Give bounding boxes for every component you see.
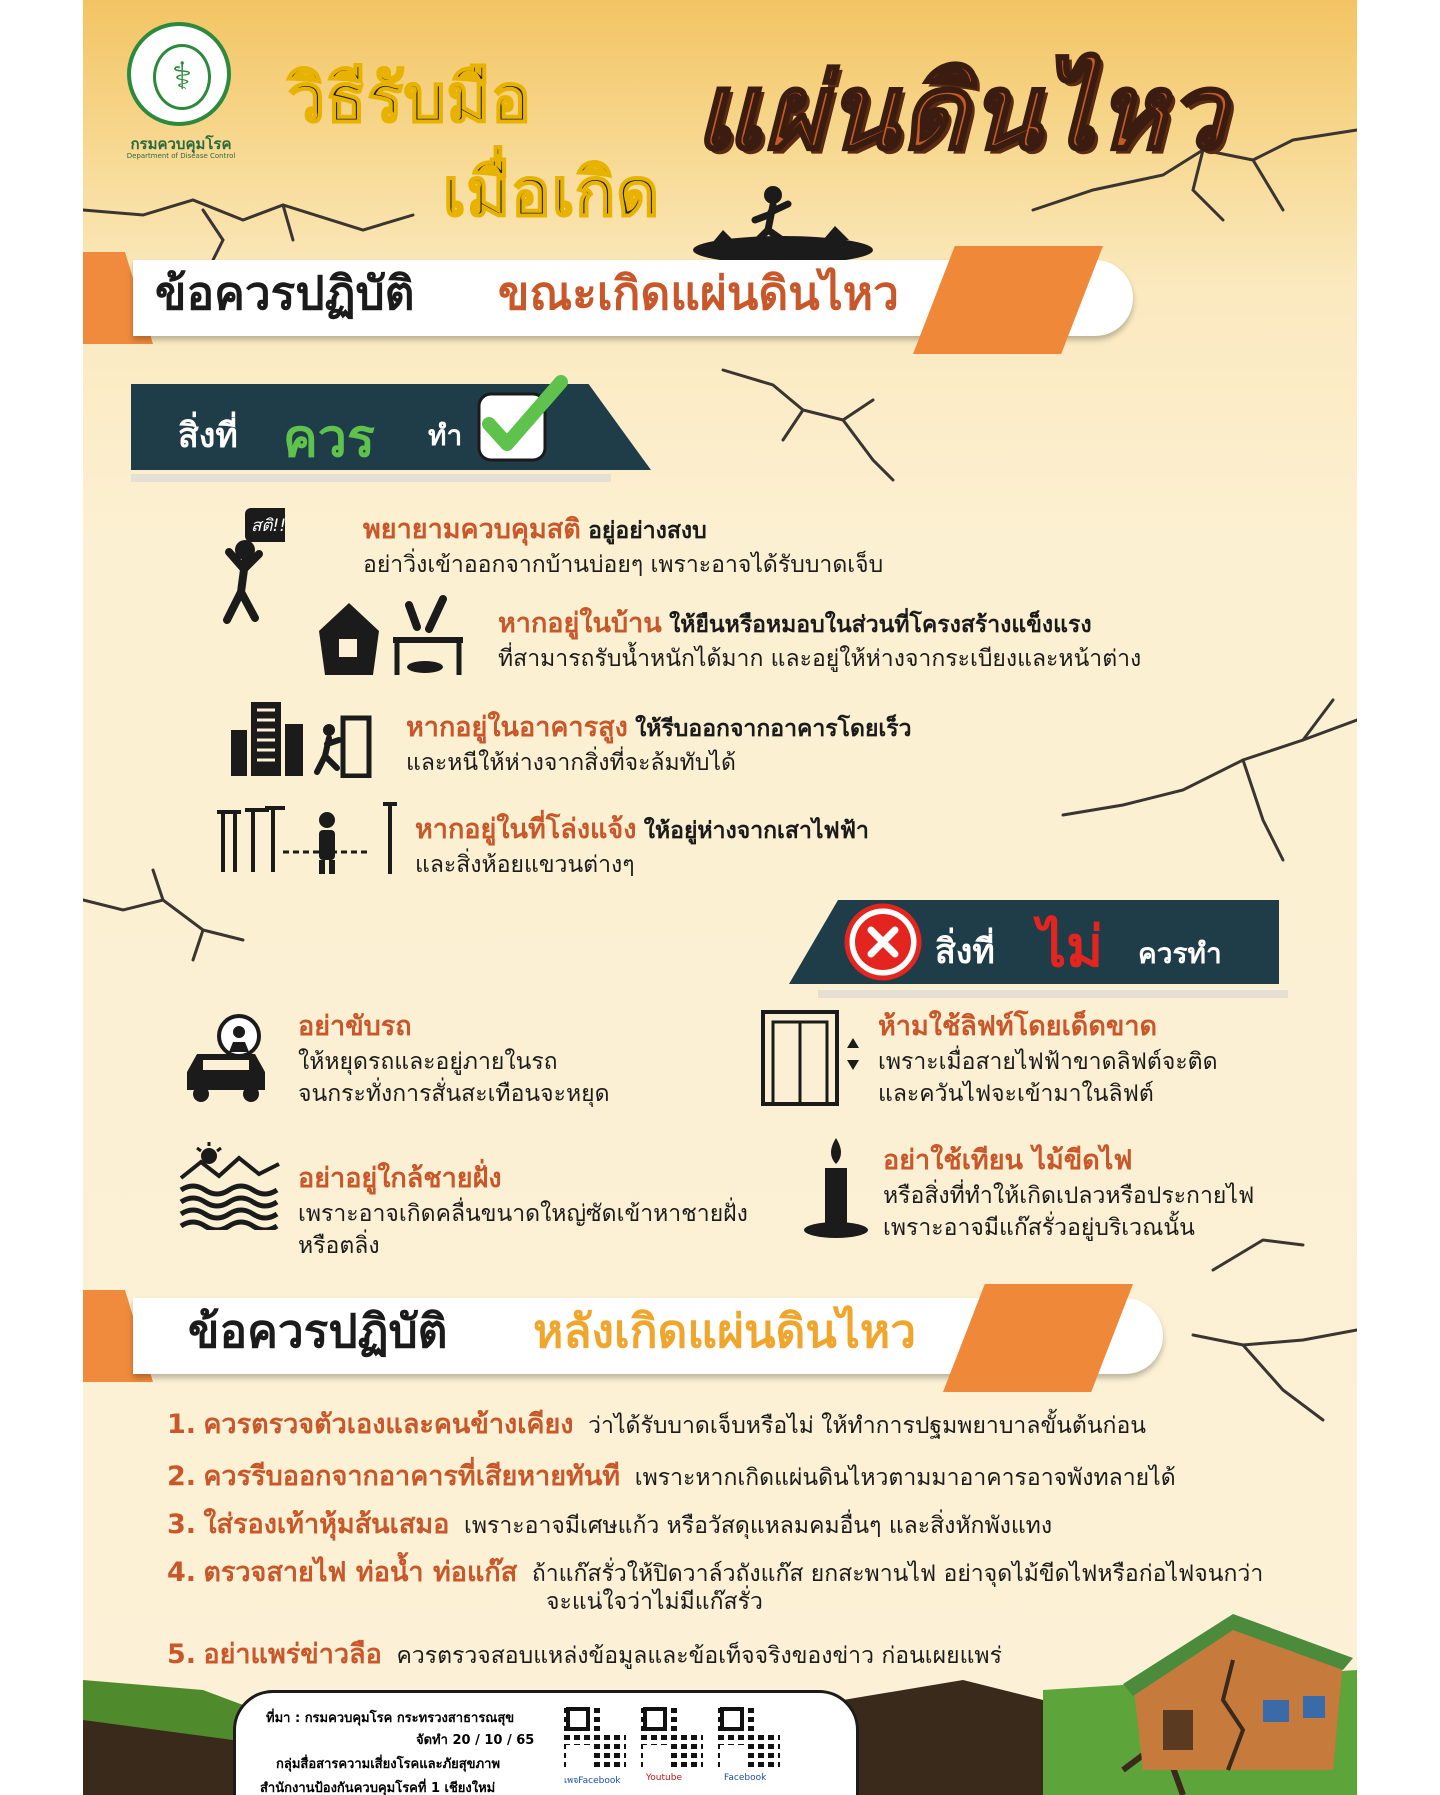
collapsing-house-icon bbox=[1113, 1600, 1357, 1780]
should-not-keyword: ไม่ bbox=[1038, 915, 1104, 980]
car-icon bbox=[181, 1014, 271, 1104]
bubble-text: สติ!! bbox=[251, 516, 287, 536]
footer-source: ที่มา : กรมควบคุมโรค กระทรวงสาธารณสุข bbox=[266, 1711, 515, 1726]
after-banner bbox=[83, 1290, 1243, 1382]
should-not-item-2: ห้ามใช้ลิฟท์โดยเด็ดขาด เพราะเมื่อสายไฟฟ้าขาดลิฟต์จะติด และควันไฟจะเข้ามาในลิฟต์ bbox=[878, 1011, 1218, 1107]
infographic-poster bbox=[83, 0, 1357, 1795]
during-banner-black: ข้อควรปฏิบัติ bbox=[155, 266, 415, 320]
beach-wave-icon bbox=[179, 1140, 281, 1230]
tall-building-icon bbox=[225, 700, 375, 778]
should-not-prefix: สิ่งที่ bbox=[935, 932, 995, 972]
should-item-2: หากอยู่ในบ้าน ให้ยืนหรือหมอบในส่วนที่โครงสร้างแข็งแรง ที่สามารถรับน้ำหนักได้มาก และอยู่ให้ห่างจากระเบียงและหน้าต่าง bbox=[498, 608, 1142, 673]
title-earthquake: แผ่นดินไหว bbox=[695, 51, 1228, 173]
should-prefix: สิ่งที่ bbox=[178, 416, 238, 456]
should-suffix: ทำ bbox=[428, 419, 463, 452]
after-item-2: 2. ควรรีบออกจากอาคารที่เสียหายทันที เพราะหากเกิดแผ่นดินไหวตามมาอาคารอาจพังทลายได้ bbox=[167, 1461, 1176, 1492]
after-item-3: 3. ใส่รองเท้าหุ้มส้นเสมอ เพราะอาจมีเศษแก้ว หรือวัสดุแหลมคมอื่นๆ และสิ่งหักพังแทง bbox=[167, 1509, 1053, 1540]
should-not-header-underline bbox=[818, 990, 1288, 998]
should-keyword: ควร bbox=[283, 409, 375, 469]
after-item-4-line2: จะแน่ใจว่าไม่มีแก๊สรั่ว bbox=[546, 1589, 763, 1615]
caduceus-icon: ⚕ bbox=[153, 44, 211, 110]
check-icon bbox=[473, 372, 573, 468]
title-line1: วิธีรับมือ bbox=[288, 60, 532, 137]
should-item-4: หากอยู่ในที่โล่งแจ้ง ให้อยู่ห่างจากเสาไฟฟ้า และสิ่งห้อยแขวนต่างๆ bbox=[415, 814, 869, 879]
elevator-icon bbox=[759, 1008, 869, 1108]
footer-date: จัดทำ 20 / 10 / 65 bbox=[416, 1733, 535, 1748]
qr-code-facebook[interactable] bbox=[718, 1705, 780, 1767]
after-banner-black: ข้อควรปฏิบัติ bbox=[188, 1304, 448, 1358]
title-line2: เมื่อเกิด bbox=[443, 154, 661, 231]
footer-card bbox=[233, 1690, 859, 1795]
should-not-item-4: อย่าใช้เทียน ไม้ขีดไฟ หรือสิ่งที่ทำให้เกิดเปลวหรือประกายไฟ เพราะอาจมีแก๊สรั่วอยู่บริเวณนั้น bbox=[883, 1145, 1255, 1241]
qr-label-facebook-page: เพจFacebook bbox=[564, 1776, 621, 1786]
qr-code-facebook-page[interactable] bbox=[564, 1705, 626, 1767]
cross-icon bbox=[843, 902, 923, 982]
qr-label-facebook: Facebook bbox=[724, 1773, 767, 1783]
should-not-suffix: ควรทำ bbox=[1138, 937, 1222, 970]
footer-office: สำนักงานป้องกันควบคุมโรคที่ 1 เชียงใหม่ bbox=[260, 1781, 496, 1795]
after-banner-orange: หลังเกิดแผ่นดินไหว bbox=[533, 1304, 917, 1358]
ministry-logo bbox=[127, 22, 231, 126]
should-not-item-1: อย่าขับรถ ให้หยุดรถและอยู่ภายในรถ จนกระทั่งการสั่นสะเทือนจะหยุด bbox=[298, 1011, 610, 1107]
during-banner-orange: ขณะเกิดแผ่นดินไหว bbox=[498, 266, 899, 320]
after-item-5: 5. อย่าแพร่ข่าวลือ ควรตรวจสอบแหล่งข้อมูลและข้อเท็จจริงของข่าว ก่อนเผยแพร่ bbox=[167, 1639, 1002, 1670]
logo-text: กรมควบคุมโรค bbox=[130, 135, 232, 153]
qr-label-youtube: Youtube bbox=[646, 1773, 682, 1783]
after-item-1: 1. ควรตรวจตัวเองและคนข้างเคียง ว่าได้รับบาดเจ็บหรือไม่ ให้ทำการปฐมพยาบาลขั้นต้นก่อน bbox=[167, 1409, 1147, 1440]
qr-code-youtube[interactable] bbox=[641, 1705, 703, 1767]
should-item-3: หากอยู่ในอาคารสูง ให้รีบออกจากอาคารโดยเร็ว และหนีให้ห่างจากสิ่งที่จะล้มทับได้ bbox=[406, 712, 912, 777]
earthquake-person-icon bbox=[693, 180, 873, 260]
should-not-item-3: อย่าอยู่ใกล้ชายฝั่ง เพราะอาจเกิดคลื่นขนาดใหญ่ซัดเข้าหาชายฝั่ง หรือตลิ่ง bbox=[298, 1163, 748, 1259]
after-item-4: 4. ตรวจสายไฟ ท่อน้ำ ท่อแก๊ส ถ้าแก๊สรั่วให้ปิดวาล์วถังแก๊ส ยกสะพานไฟ อย่าจุดไม้ขีดไฟหรือก่อไฟจนกว่า bbox=[167, 1557, 1264, 1588]
power-pole-icon bbox=[211, 800, 401, 880]
footer-group: กลุ่มสื่อสารความเสี่ยงโรคและภัยสุขภาพ bbox=[276, 1757, 501, 1772]
candle-icon bbox=[801, 1134, 871, 1244]
logo-subtext: Department of Disease Control bbox=[126, 152, 236, 160]
during-banner bbox=[83, 252, 1213, 344]
house-table-icon bbox=[313, 595, 473, 680]
should-item-1: พยายามควบคุมสติ อยู่อย่างสงบ อย่าวิ่งเข้าออกจากบ้านบ่อยๆ เพราะอาจได้รับบาดเจ็บ bbox=[363, 514, 884, 579]
